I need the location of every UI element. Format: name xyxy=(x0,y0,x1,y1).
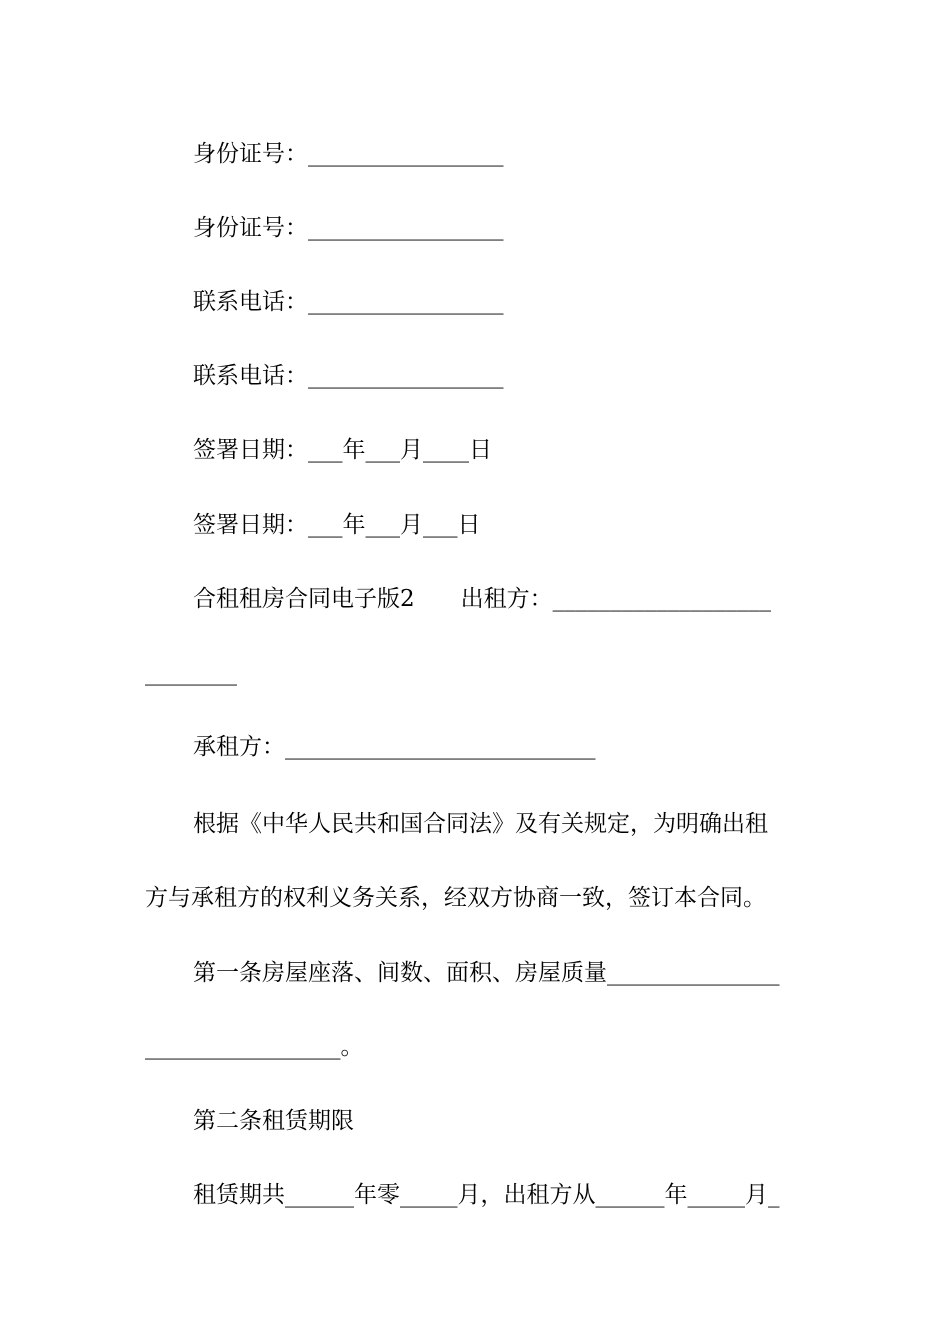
article-1-continuation-line: _________________。 xyxy=(145,1034,364,1060)
signing-date-line-1: 签署日期：___年___月____日 xyxy=(193,437,492,463)
contract-title-lessor-line: 合租租房合同电子版2 出租方：___________________ xyxy=(193,586,772,612)
phone-line-2: 联系电话：_________________ xyxy=(193,363,504,389)
article-1-line: 第一条房屋座落、间数、面积、房屋质量_______________ xyxy=(193,960,780,986)
preamble-line-2: 方与承租方的权利义务关系，经双方协商一致，签订本合同。 xyxy=(145,885,766,911)
lessee-line: 承租方：___________________________ xyxy=(193,734,596,760)
lease-term-line: 租赁期共______年零_____月，出租方从______年_____月_ xyxy=(193,1182,780,1208)
article-2-heading: 第二条租赁期限 xyxy=(193,1108,354,1134)
id-number-line-1: 身份证号：_________________ xyxy=(193,141,504,167)
lessor-continuation-line: ________ xyxy=(145,660,237,686)
id-number-line-2: 身份证号：_________________ xyxy=(193,215,504,241)
phone-line-1: 联系电话：_________________ xyxy=(193,289,504,315)
signing-date-line-2: 签署日期：___年___月___日 xyxy=(193,512,481,538)
preamble-line-1: 根据《中华人民共和国合同法》及有关规定，为明确出租 xyxy=(193,811,768,837)
